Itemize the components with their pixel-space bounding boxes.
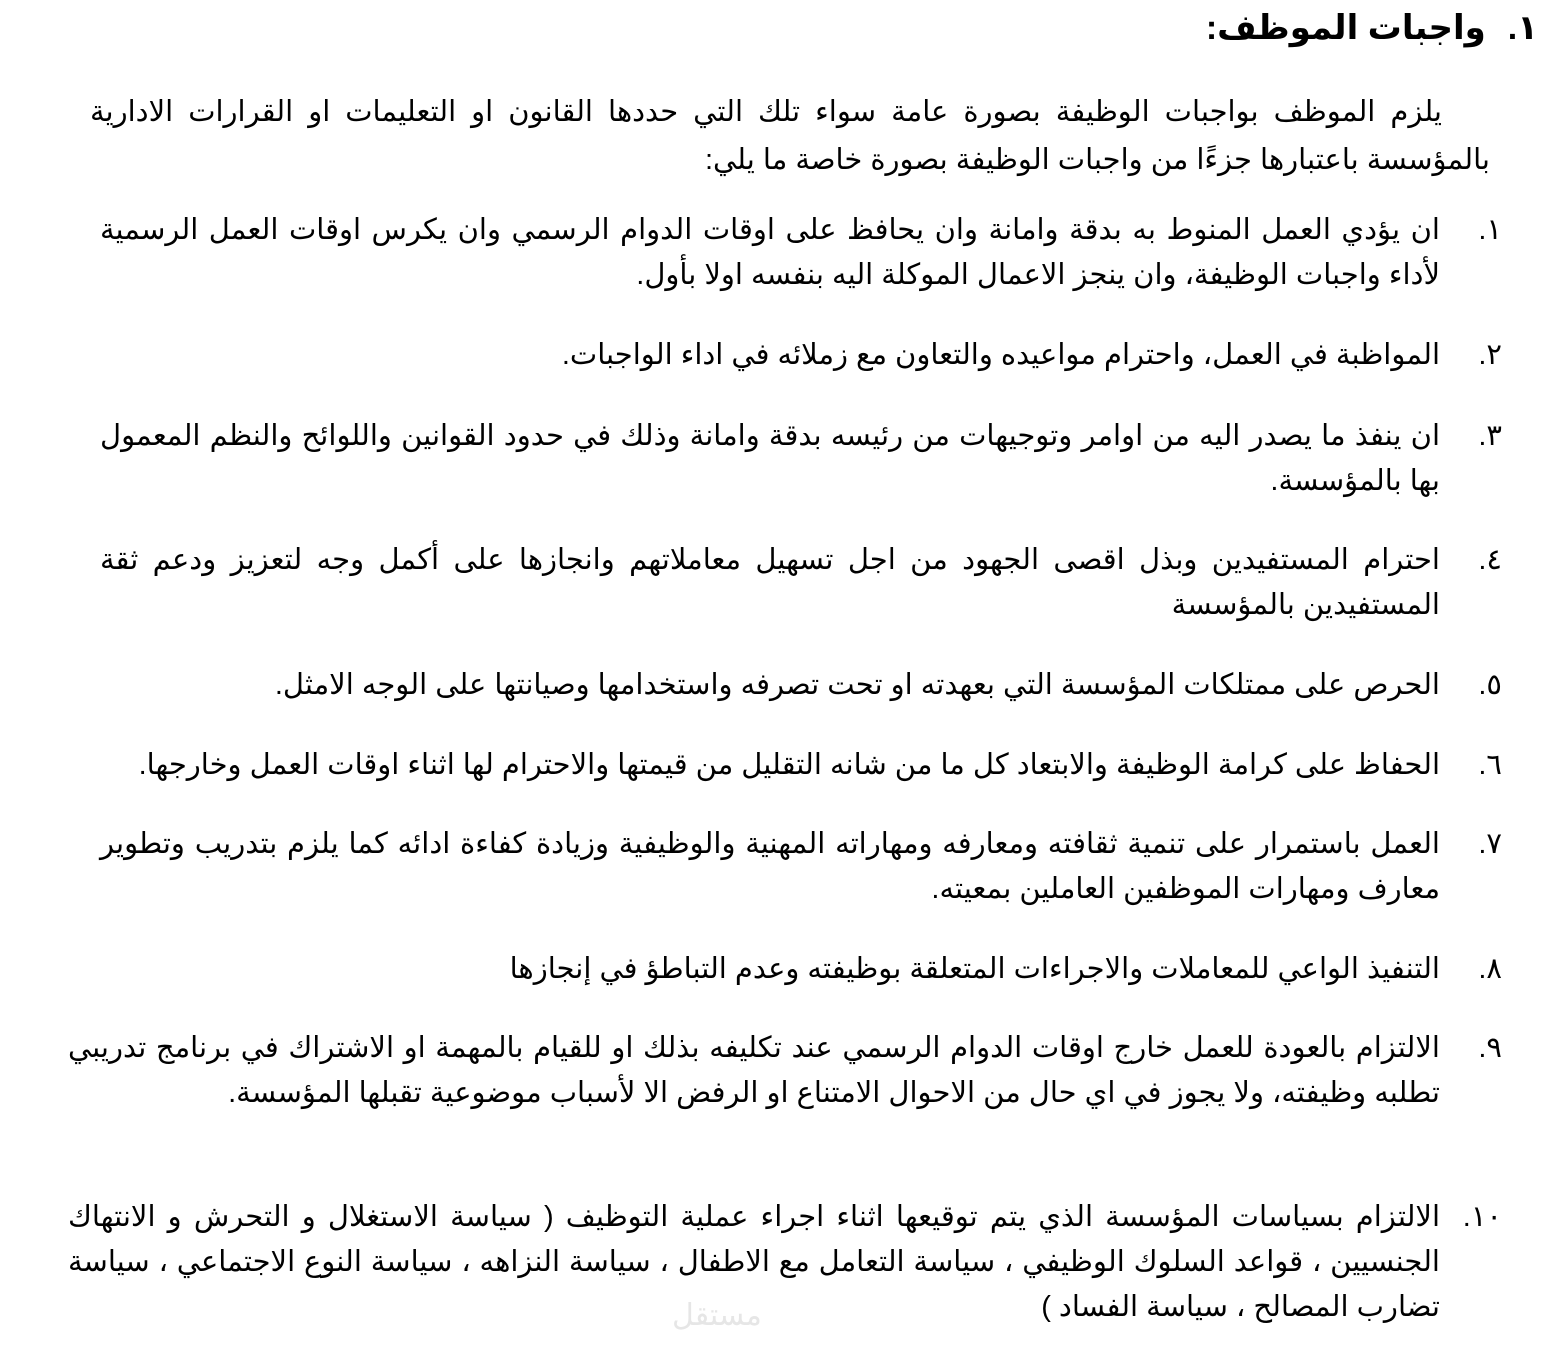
duty-number: ٩. [1478,1032,1502,1064]
duty-number: ٨. [1478,953,1502,985]
duty-number: ٣. [1478,420,1502,452]
duty-item-2 [100,333,1502,378]
duty-item-3 [100,414,1502,504]
duty-text: العمل باستمرار على تنمية ثقافته ومعارفه ومهاراته المهنية والوظيفية وزيادة كفاءة ادائه كما يلزم بتدريب وتطوير معارف ومهارات الموظفين العاملين بمعيته. [100,828,1440,905]
duty-item-8 [100,947,1502,992]
duty-number: ٧. [1478,828,1502,860]
section-number: ١. [1507,9,1538,47]
duty-item-1 [100,208,1502,298]
section-title: واجبات الموظف: [1205,9,1486,47]
duty-number: ١٠. [1462,1201,1502,1233]
duty-text: الحفاظ على كرامة الوظيفة والابتعاد كل ما من شانه التقليل من قيمتها والاحترام لها اثناء اوقات العمل وخارجها. [138,749,1440,781]
duty-item-9 [68,1026,1502,1116]
duty-item-5 [100,663,1502,708]
intro-paragraph: يلزم الموظف بواجبات الوظيفة بصورة عامة سواء تلك التي حددها القانون او التعليمات او القرارات الادارية بالمؤسسة باعتبارها جزءًا من واجبات الوظيفة بصورة خاصة ما يلي: [90,96,1490,176]
duty-text: ان ينفذ ما يصدر اليه من اوامر وتوجيهات من رئيسه بدقة وامانة وذلك في حدود القوانين واللوائح والنظم المعمول بها بالمؤسسة. [100,420,1440,497]
duty-text: التنفيذ الواعي للمعاملات والاجراءات المتعلقة بوظيفته وعدم التباطؤ في إنجازها [509,953,1440,985]
duty-text: الحرص على ممتلكات المؤسسة التي بعهدته او تحت تصرفه واستخدامها وصيانتها على الوجه الامثل. [274,669,1440,701]
duty-item-7 [100,822,1502,912]
duty-number: ١. [1478,214,1502,246]
duty-number: ٢. [1478,339,1502,371]
duty-number: ٤. [1478,544,1502,576]
duty-text: احترام المستفيدين وبذل اقصى الجهود من اجل تسهيل معاملاتهم وانجازها على أكمل وجه لتعزيز ودعم ثقة المستفيدين بالمؤسسة [100,544,1440,621]
duty-text: ان يؤدي العمل المنوط به بدقة وامانة وان يحافظ على اوقات الدوام الرسمي وان يكرس اوقات العمل الرسمية لأداء واجبات الوظيفة، وان ينجز الاعمال الموكلة اليه بنفسه اولا بأول. [100,214,1440,291]
duty-item-6 [40,743,1502,788]
watermark-logo: مستقل [672,1299,762,1332]
duty-item-4 [100,538,1502,628]
duty-number: ٦. [1478,749,1502,781]
duty-text: الالتزام بسياسات المؤسسة الذي يتم توقيعها اثناء اجراء عملية التوظيف ( سياسة الاستغلال و التحرش و الانتهاك الجنسيين ، قواعد السلوك الوظيفي ، سياسة التعامل مع الاطفال ، سياسة النزاهه ، سياسة النوع الاجتماعي ، سياسة تضارب المصالح ، سياسة الفساد ) [68,1201,1440,1323]
duty-text: الالتزام بالعودة للعمل خارج اوقات الدوام الرسمي عند تكليفه بذلك او للقيام بالمهمة او الاشتراك في برنامج تدريبي تطلبه وظيفته، ولا يجوز في اي حال من الاحوال الامتناع او الرفض الا لأسباب موضوعية تقبلها المؤسسة. [68,1032,1440,1109]
duty-number: ٥. [1478,669,1502,701]
duty-text: المواظبة في العمل، واحترام مواعيده والتعاون مع زملائه في اداء الواجبات. [561,339,1440,371]
